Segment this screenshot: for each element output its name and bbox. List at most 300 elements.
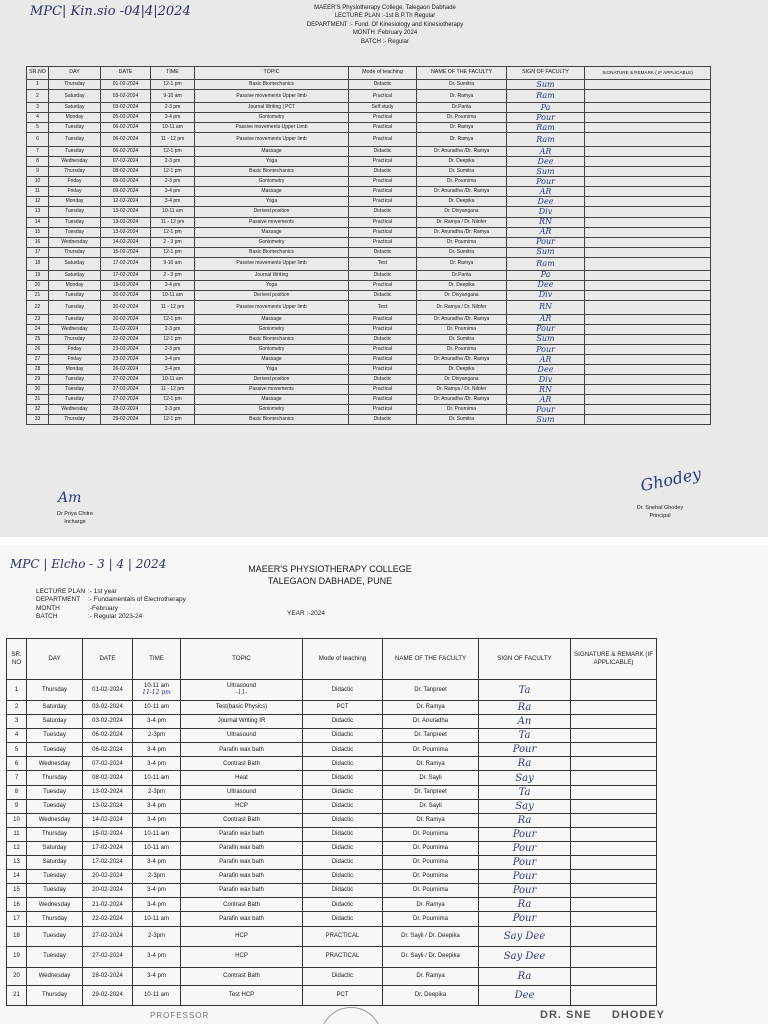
table-cell: Practical [349, 197, 417, 207]
table-cell: 10-11 am [133, 827, 181, 841]
table-cell: Tuesday [49, 385, 101, 395]
column-header: Mode of teaching [303, 639, 383, 680]
faculty-signature: Ram [536, 134, 555, 144]
table-row [27, 280, 711, 290]
table-cell: Tuesday [49, 123, 101, 133]
table-cell: 09-02-2024 [101, 177, 151, 187]
table-cell: 13-02-2024 [101, 207, 151, 217]
table-cell: Parafin wax bath [181, 912, 303, 926]
table-cell: 20-02-2024 [101, 290, 151, 300]
table-cell: 17 [7, 912, 27, 926]
table-cell: 3-4 pm [133, 743, 181, 757]
table-cell: Dr. Pournima [383, 884, 479, 898]
remark-cell [571, 813, 657, 827]
faculty-signature-cell [479, 884, 571, 898]
faculty-signature-cell [507, 314, 585, 324]
remark-cell [585, 405, 711, 415]
table-cell: 24 [27, 324, 49, 334]
table-cell: Dr. Pournima [417, 237, 507, 247]
table-cell: 2-3pm [133, 729, 181, 743]
faculty-signature-cell [479, 743, 571, 757]
table-cell: 10-11 am [133, 841, 181, 855]
faculty-signature-cell [507, 385, 585, 395]
table-row [27, 227, 711, 237]
remark-cell [571, 827, 657, 841]
electrotherapy-lecture-plan-sheet [0, 545, 768, 1024]
faculty-signature: Div [538, 374, 553, 384]
table-cell: 06-02-2024 [101, 147, 151, 157]
table-cell: 14-02-2024 [101, 237, 151, 247]
column-header: SIGNATURE & REMARK (IF APPLICABLE) [571, 639, 657, 680]
remark-cell [571, 912, 657, 926]
faculty-signature: Pour [536, 237, 555, 247]
faculty-signature-cell [479, 856, 571, 870]
table-cell: Yoga [195, 365, 349, 375]
table-cell: Saturday [49, 257, 101, 270]
faculty-signature: Sum [536, 166, 555, 176]
table-cell: 9 [7, 799, 27, 813]
table-cell: Massage [195, 355, 349, 365]
incharge-footer [30, 510, 120, 526]
remark-cell [571, 884, 657, 898]
meta-month: MONTH :-February [36, 604, 118, 612]
remark-cell [585, 80, 711, 90]
table-cell: Test [349, 300, 417, 314]
table-cell: 10-11 am [133, 985, 181, 1005]
table-cell: 29-02-2024 [101, 415, 151, 425]
table-cell: 2-3 pm [151, 177, 195, 187]
table-row [7, 827, 657, 841]
table-cell: 10 [27, 177, 49, 187]
table-cell: Contrast Bath [181, 967, 303, 985]
table-cell: 14 [27, 217, 49, 227]
table-cell: Derived position [195, 375, 349, 385]
table-cell: Wednesday [49, 324, 101, 334]
table-cell: Practical [349, 314, 417, 324]
table-cell: PCT [303, 701, 383, 715]
table-cell: 12 [7, 841, 27, 855]
table-cell: 10-11 am [151, 290, 195, 300]
table-cell: Didactic [303, 729, 383, 743]
table-cell: 3-4 pm [133, 967, 181, 985]
remark-cell [585, 167, 711, 177]
table-cell: Dr. Ramya [383, 813, 479, 827]
faculty-signature-cell [479, 841, 571, 855]
table-cell: 3-4 pm [133, 947, 181, 968]
table-cell: 23-02-2024 [101, 355, 151, 365]
faculty-signature: Pour [512, 913, 537, 925]
table-cell: 5 [27, 123, 49, 133]
table-cell: Saturday [27, 856, 83, 870]
table-cell: 16 [7, 898, 27, 912]
sheet2-header [210, 563, 450, 587]
remark-cell [571, 947, 657, 968]
table-cell: Goniometry [195, 113, 349, 123]
table-cell: Dr. Sayli [383, 799, 479, 813]
faculty-signature-cell [479, 827, 571, 841]
remark-cell [585, 90, 711, 103]
table-cell [133, 680, 181, 701]
principal-footer [610, 504, 710, 520]
table-cell: Dr. Pournima [417, 113, 507, 123]
faculty-signature: Say Dee [503, 930, 546, 942]
table-row [7, 898, 657, 912]
table-cell: 15-02-2024 [101, 247, 151, 257]
principal-signature: Ghodey [638, 463, 703, 496]
table-cell: Dr. Ramya [417, 90, 507, 103]
faculty-signature-cell [479, 813, 571, 827]
table-cell: Dr. Pournima [383, 841, 479, 855]
faculty-signature: RN [538, 217, 553, 227]
handwritten-note: 11-12 pm [142, 689, 171, 696]
table-cell: 13-02-2024 [83, 785, 133, 799]
table-cell: Dr. Anuradha /Dr. Ramya [417, 227, 507, 237]
incharge-name: Dr Priya Chitre [56, 511, 94, 517]
table-cell: Dr. Anuradha /Dr. Ramya [417, 355, 507, 365]
table-cell: Passive movements [195, 217, 349, 227]
table-cell: 13-02-2024 [83, 799, 133, 813]
table-cell: 08-02-2024 [83, 771, 133, 785]
faculty-signature-cell [479, 947, 571, 968]
table-cell: 18 [27, 257, 49, 270]
table-cell: Didactic [349, 147, 417, 157]
handwritten-reference-1: MPC| Kin.sio -04|4|2024 [30, 4, 191, 19]
column-header: TOPIC [195, 67, 349, 80]
remark-cell [585, 300, 711, 314]
faculty-signature: Sum [536, 247, 555, 257]
faculty-signature: Say Dee [503, 951, 546, 963]
remark-cell [585, 324, 711, 334]
table-cell: Dr. Deepika [417, 280, 507, 290]
remark-cell [571, 729, 657, 743]
faculty-signature-cell [507, 324, 585, 334]
table-cell: 11 [7, 827, 27, 841]
table-cell [181, 680, 303, 701]
table-cell: 6 [27, 133, 49, 147]
table-cell: Dr. Deepika [383, 985, 479, 1005]
table-cell: Dr. Anuradha /Dr. Ramya [417, 147, 507, 157]
column-header: Mode of teaching [349, 67, 417, 80]
table-cell: 29 [27, 375, 49, 385]
table-cell: 10-11 am [133, 912, 181, 926]
faculty-signature-cell [479, 680, 571, 701]
table-cell: Dr. Pournima [383, 743, 479, 757]
faculty-signature: AR [539, 314, 552, 324]
table-cell: Massage [195, 314, 349, 324]
table-cell: Passive movements Upper limb [195, 300, 349, 314]
table-cell: Dr. Sayli / Dr. Deepika [383, 926, 479, 947]
table-cell: Practical [349, 133, 417, 147]
table-cell: Thursday [49, 334, 101, 344]
table-cell: Dr. Sumitra [417, 334, 507, 344]
faculty-signature: Ra [517, 758, 532, 770]
table-cell: 12-02-2024 [101, 197, 151, 207]
table-cell: 05-02-2024 [101, 113, 151, 123]
table-cell: 18 [7, 926, 27, 947]
table-row [7, 785, 657, 799]
faculty-signature: Div [538, 206, 553, 216]
faculty-signature: AR [539, 146, 552, 156]
table-row [27, 177, 711, 187]
table-cell: Dr. Deepika [417, 157, 507, 167]
faculty-signature: Pour [536, 404, 555, 414]
table-cell: 06-02-2024 [83, 729, 133, 743]
table-cell: Test HCP [181, 985, 303, 1005]
table-row [27, 334, 711, 344]
faculty-signature-cell [507, 217, 585, 227]
table-cell: Tuesday [49, 207, 101, 217]
table-cell: Tuesday [49, 375, 101, 385]
faculty-signature-cell [507, 133, 585, 147]
table-cell: 20-02-2024 [101, 314, 151, 324]
table-cell: 10-11 am [151, 207, 195, 217]
table-cell: Didactic [303, 912, 383, 926]
table-cell: Wednesday [49, 157, 101, 167]
table-cell: Passive movements [195, 385, 349, 395]
table-row [27, 355, 711, 365]
table-cell: 17-02-2024 [101, 257, 151, 270]
table-row [7, 912, 657, 926]
faculty-signature-cell [507, 405, 585, 415]
table-row [7, 715, 657, 729]
table-row [27, 123, 711, 133]
remark-cell [585, 197, 711, 207]
faculty-signature: Ta [518, 786, 531, 798]
table-cell: 06-02-2024 [101, 123, 151, 133]
table-cell: 2-3 pm [151, 157, 195, 167]
table-cell: 11 [27, 187, 49, 197]
table-cell: Tuesday [27, 884, 83, 898]
table-cell: Saturday [49, 270, 101, 280]
table-row [7, 967, 657, 985]
table-row [7, 701, 657, 715]
table-row [27, 103, 711, 113]
table-cell: Practical [349, 385, 417, 395]
kinesiology-schedule-table [26, 66, 711, 425]
table-cell: Dr. Ramya [383, 967, 479, 985]
table-row [7, 813, 657, 827]
faculty-signature: Ra [517, 814, 532, 826]
table-cell: Dr.Parita [417, 270, 507, 280]
table-cell: Passive movements Upper limb [195, 257, 349, 270]
faculty-signature: Pour [512, 744, 537, 756]
remark-cell [585, 217, 711, 227]
remark-cell [585, 257, 711, 270]
table-cell: Tuesday [49, 217, 101, 227]
faculty-signature: Pour [536, 324, 555, 334]
table-row [27, 217, 711, 227]
table-row [27, 405, 711, 415]
table-cell: Dr. Pournima [417, 177, 507, 187]
table-row [7, 884, 657, 898]
table-cell: 7 [27, 147, 49, 157]
table-cell: 21 [27, 290, 49, 300]
faculty-signature-cell [507, 375, 585, 385]
table-cell: 17-02-2024 [83, 841, 133, 855]
remark-cell [585, 113, 711, 123]
table-cell: 03-02-2024 [101, 90, 151, 103]
column-header: DATE [101, 67, 151, 80]
faculty-signature: AR [539, 186, 552, 196]
faculty-signature-cell [507, 167, 585, 177]
faculty-signature-cell [507, 270, 585, 280]
faculty-signature: Pa [540, 270, 551, 280]
table-cell: Basic Biomechanics [195, 334, 349, 344]
table-cell: Practical [349, 157, 417, 167]
table-cell: Passive movements Upper Limb [195, 123, 349, 133]
faculty-signature-cell [507, 177, 585, 187]
table-row [27, 187, 711, 197]
table-row [7, 985, 657, 1005]
table-cell: 27-02-2024 [83, 947, 133, 968]
incharge-role: Incharge [64, 519, 86, 525]
table-cell: Tuesday [49, 395, 101, 405]
table-cell: 10-11 am [151, 375, 195, 385]
table-cell: 17-02-2024 [83, 856, 133, 870]
table-cell: Dr. Anuradha /Dr. Ramya [417, 395, 507, 405]
table-cell: 3-4 pm [133, 856, 181, 870]
column-header: NAME OF THE FACULTY [383, 639, 479, 680]
table-cell: Didactic [303, 715, 383, 729]
table-cell: Journal Writing IR [181, 715, 303, 729]
table-cell: 01-02-2024 [83, 680, 133, 701]
remark-cell [585, 177, 711, 187]
faculty-signature-cell [507, 344, 585, 354]
table-cell: 2-3pm [133, 870, 181, 884]
table-cell: 2-3 pm [151, 103, 195, 113]
table-cell: Tuesday [49, 227, 101, 237]
handwritten-note: -11- [235, 689, 248, 696]
remark-cell [571, 985, 657, 1005]
table-cell: Dr. Pournima [383, 827, 479, 841]
table-cell: 3-4 pm [151, 197, 195, 207]
faculty-signature-cell [507, 147, 585, 157]
table-cell: 3-4 pm [133, 898, 181, 912]
incharge-signature: Am [58, 490, 82, 506]
table-cell: Wednesday [27, 898, 83, 912]
table-cell: 3-4 pm [133, 799, 181, 813]
table-cell: Goniometry [195, 177, 349, 187]
table-cell: 28-02-2024 [101, 405, 151, 415]
table-cell: Dr. Sumitra [417, 415, 507, 425]
table-row [7, 729, 657, 743]
table-cell: Basic Biomechanics [195, 247, 349, 257]
meta-batch: BATCH :- Regular 2023-24 [36, 613, 143, 621]
table-cell: Thursday [27, 771, 83, 785]
table-cell: 3 [7, 715, 27, 729]
table-cell: Self study [349, 103, 417, 113]
remark-cell [585, 237, 711, 247]
table-cell: Dr. Tanpreet [383, 729, 479, 743]
table-cell: Basic Biomechanics [195, 415, 349, 425]
table-cell: Friday [49, 187, 101, 197]
faculty-signature-cell [507, 113, 585, 123]
table-cell: 25 [27, 334, 49, 344]
faculty-signature-cell [479, 799, 571, 813]
table-cell: Dr. Sumitra [417, 167, 507, 177]
table-cell: 8 [7, 785, 27, 799]
table-cell: 06-02-2024 [101, 133, 151, 147]
sheet2-meta [36, 588, 186, 622]
faculty-signature: Pour [512, 885, 537, 897]
column-header: NAME OF THE FACULTY [417, 67, 507, 80]
table-cell: 12-1 pm [151, 167, 195, 177]
table-cell: 11 - 12 pm [151, 217, 195, 227]
remark-cell [585, 207, 711, 217]
table-cell: Tuesday [49, 147, 101, 157]
table-cell: Dr. Sayli / Dr. Deepika [383, 947, 479, 968]
table-row [27, 375, 711, 385]
table-cell: 20-02-2024 [101, 300, 151, 314]
table-cell: 12 [27, 197, 49, 207]
table-cell: 26-02-2024 [101, 365, 151, 375]
table-cell: Goniometry [195, 237, 349, 247]
table-cell: 21-02-2024 [101, 324, 151, 334]
table-cell: Thursday [49, 80, 101, 90]
table-cell: Goniometry [195, 405, 349, 415]
table-cell: Parafin wax bath [181, 856, 303, 870]
table-cell: 19 [7, 947, 27, 968]
table-row [27, 80, 711, 90]
table-cell: 4 [27, 113, 49, 123]
table-cell: Yoga [195, 280, 349, 290]
faculty-signature-cell [507, 103, 585, 113]
table-cell: Didactic [349, 80, 417, 90]
table-cell: Tuesday [49, 133, 101, 147]
footer-right-label: DR. SNE DHODEY [540, 1009, 665, 1021]
table-cell: Practical [349, 237, 417, 247]
table-row [27, 157, 711, 167]
remark-cell [585, 385, 711, 395]
faculty-signature: RN [538, 384, 553, 394]
table-cell: PCT [303, 985, 383, 1005]
remark-cell [585, 290, 711, 300]
table-cell: Thursday [49, 247, 101, 257]
table-cell: 9-10 am [151, 90, 195, 103]
remark-cell [585, 157, 711, 167]
table-cell: 13-02-2024 [101, 217, 151, 227]
table-cell: Wednesday [27, 757, 83, 771]
faculty-signature: Pour [512, 828, 537, 840]
table-cell: PRACTICAL [303, 926, 383, 947]
table-cell: 10-11 am [151, 123, 195, 133]
table-cell: 1 [7, 680, 27, 701]
table-cell: Practical [349, 395, 417, 405]
remark-cell [571, 926, 657, 947]
table-cell: 6 [7, 757, 27, 771]
table-cell: Didactic [349, 415, 417, 425]
table-row [7, 680, 657, 701]
remark-cell [571, 785, 657, 799]
cell-value: 10-11 am [144, 683, 169, 690]
table-cell: Dr. Pournima [417, 344, 507, 354]
table-cell: Goniometry [195, 324, 349, 334]
table-cell: Thursday [27, 912, 83, 926]
table-cell: Dr. Pournima [417, 405, 507, 415]
remark-cell [585, 247, 711, 257]
table-cell: Didactic [303, 856, 383, 870]
table-cell: 07-02-2024 [101, 157, 151, 167]
table-cell: Thursday [27, 680, 83, 701]
faculty-signature-cell [479, 985, 571, 1005]
table-row [27, 237, 711, 247]
table-cell: 8 [27, 157, 49, 167]
faculty-signature-cell [479, 926, 571, 947]
faculty-signature-cell [507, 280, 585, 290]
table-cell: 03-02-2024 [83, 715, 133, 729]
lecture-plan: LECTURE PLAN :-1st B.P.Th Regular [334, 13, 436, 20]
faculty-signature-cell [479, 785, 571, 799]
